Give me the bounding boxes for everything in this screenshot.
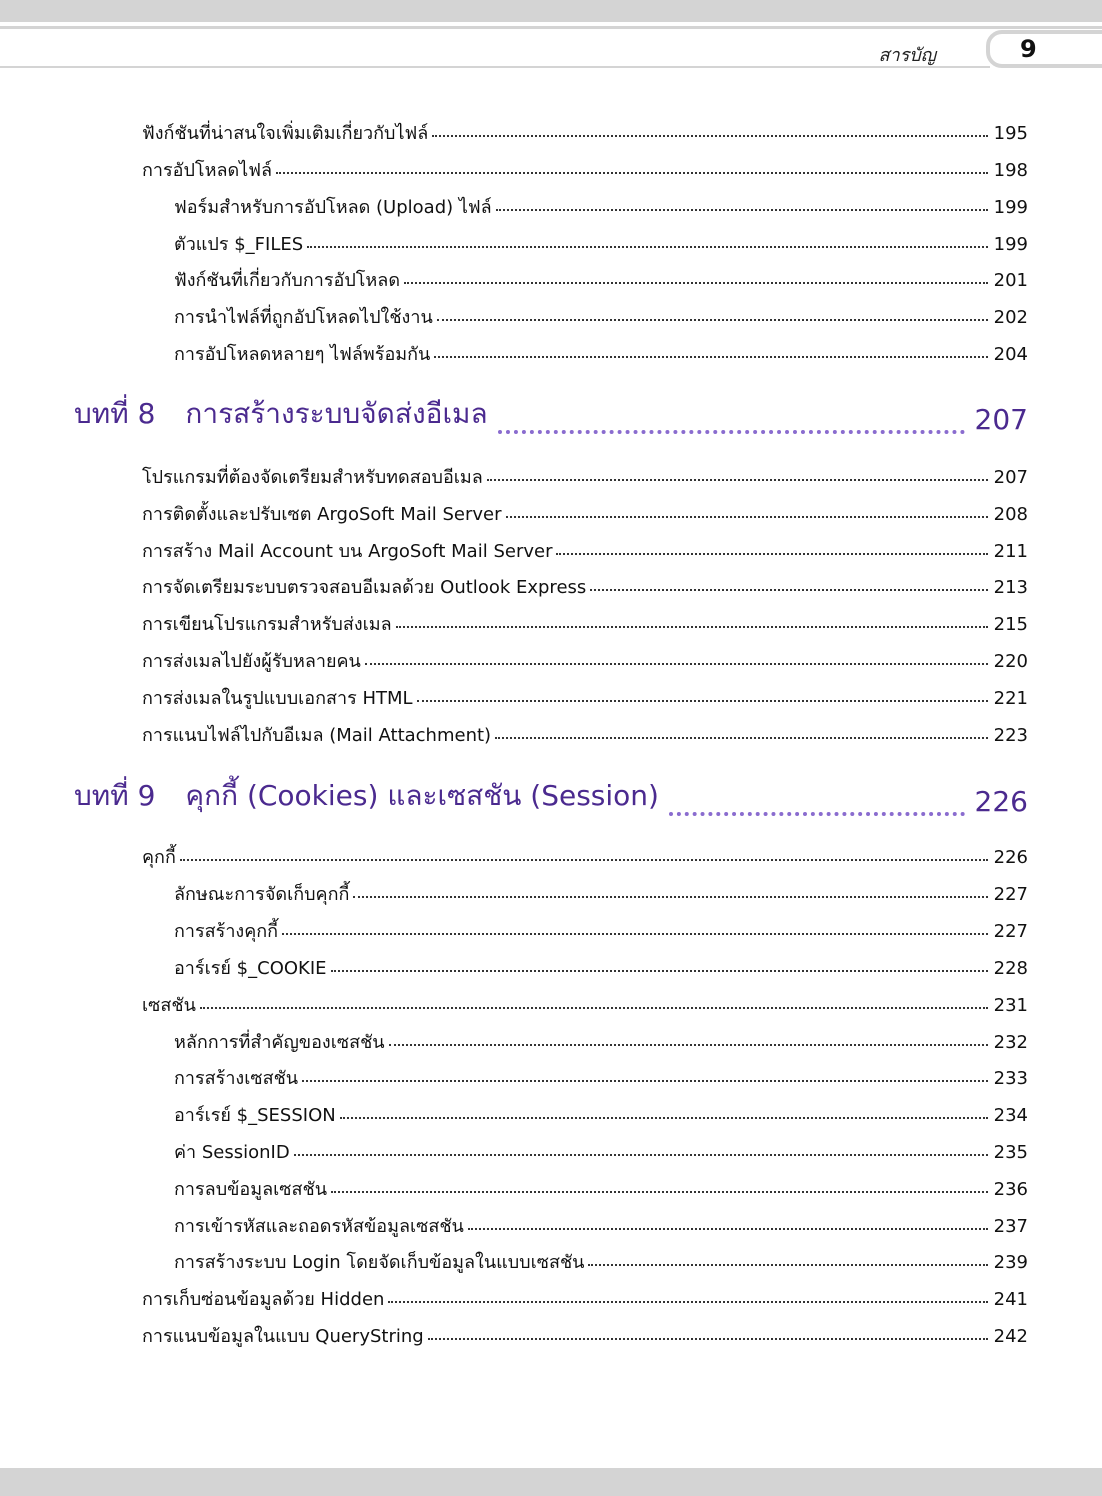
- toc-entry[interactable]: [174, 192, 1028, 218]
- dot-leader: [282, 929, 988, 935]
- toc-entry-page: 232: [993, 1032, 1028, 1053]
- chapter-title: คุกกี้ (Cookies) และเซสชัน (Session): [185, 779, 659, 812]
- toc-entry[interactable]: [142, 683, 1028, 709]
- toc-entry-title: หลักการที่สำคัญของเซสชัน: [174, 1032, 385, 1053]
- toc-entry[interactable]: [142, 990, 1028, 1016]
- toc-entry[interactable]: [174, 1247, 1028, 1273]
- toc-entry[interactable]: [174, 916, 1028, 942]
- toc-entry[interactable]: [142, 720, 1028, 746]
- chapter-page: 226: [974, 785, 1028, 818]
- toc-entry-page: 201: [993, 270, 1028, 291]
- toc-entry-page: 213: [993, 577, 1028, 598]
- dot-leader: [302, 1076, 988, 1082]
- toc-entry-page: 242: [993, 1326, 1028, 1347]
- chapter-page: 207: [974, 403, 1028, 436]
- toc-entry-title: การลบข้อมูลเซสชัน: [174, 1179, 328, 1200]
- toc-entry-page: 237: [993, 1216, 1028, 1237]
- dot-leader: [404, 278, 988, 284]
- toc-entry-title: การส่งเมลไปยังผู้รับหลายคน: [142, 651, 361, 672]
- toc-entry[interactable]: [142, 462, 1028, 488]
- toc-entry-title: การสร้าง Mail Account บน ArgoSoft Mail Server: [142, 541, 553, 562]
- toc-entry[interactable]: [174, 1174, 1028, 1200]
- dot-leader: [468, 1224, 988, 1230]
- toc-entry-title: การเข้ารหัสและถอดรหัสข้อมูลเซสชัน: [174, 1216, 464, 1237]
- toc-entry-title: การแนบไฟล์ไปกับอีเมล (Mail Attachment): [142, 725, 492, 746]
- dot-leader: [487, 475, 988, 481]
- dot-leader: [590, 585, 987, 591]
- dot-leader: [506, 512, 988, 518]
- toc-entry-title: การแนบข้อมูลในแบบ QueryString: [142, 1326, 424, 1347]
- top-gray-band: [0, 0, 1102, 22]
- toc-entry[interactable]: [174, 1063, 1028, 1089]
- toc-entry-page: 241: [993, 1289, 1028, 1310]
- dot-leader: [432, 131, 987, 137]
- dot-leader: [396, 622, 988, 628]
- toc-entry-page: 204: [993, 344, 1028, 365]
- chapter-dot-leader: [669, 806, 965, 816]
- toc-entry[interactable]: [142, 609, 1028, 635]
- dot-leader: [307, 242, 987, 248]
- chapter-title: การสร้างระบบจัดส่งอีเมล: [185, 397, 488, 430]
- toc-entry-page: 221: [993, 688, 1028, 709]
- toc-entry-page: 220: [993, 651, 1028, 672]
- dot-leader: [200, 1003, 988, 1009]
- toc-entry-title: โปรแกรมที่ต้องจัดเตรียมสำหรับทดสอบอีเมล: [142, 467, 483, 488]
- toc-entry-title: ตัวแปร $_FILES: [174, 234, 304, 255]
- dot-leader: [276, 168, 988, 174]
- toc-entry[interactable]: [142, 536, 1028, 562]
- toc-entry-title: ฟังก์ชันที่น่าสนใจเพิ่มเติมเกี่ยวกับไฟล์: [142, 123, 429, 144]
- dot-leader: [496, 205, 988, 211]
- toc-entry-page: 231: [993, 995, 1028, 1016]
- toc-entry-title: อาร์เรย์ $_COOKIE: [174, 958, 327, 979]
- toc-entry[interactable]: [142, 499, 1028, 525]
- dot-leader: [437, 315, 988, 321]
- toc-entry[interactable]: [142, 1321, 1028, 1347]
- chapter-label: บทที่ 9: [74, 779, 156, 812]
- toc-entry[interactable]: [174, 1211, 1028, 1237]
- toc-entry[interactable]: [174, 1137, 1028, 1163]
- toc-entry[interactable]: [142, 118, 1028, 144]
- toc-entry-page: 239: [993, 1252, 1028, 1273]
- dot-leader: [588, 1260, 987, 1266]
- dot-leader: [353, 892, 987, 898]
- dot-leader: [180, 855, 988, 861]
- toc-entry-page: 227: [993, 921, 1028, 942]
- toc-entry-title: การเก็บซ่อนข้อมูลด้วย Hidden: [142, 1289, 385, 1310]
- toc-entry-page: 233: [993, 1068, 1028, 1089]
- toc-entry-page: 199: [993, 234, 1028, 255]
- dot-leader: [428, 1334, 988, 1340]
- dot-leader: [417, 696, 988, 702]
- dot-leader: [556, 549, 987, 555]
- toc-entry-page: 234: [993, 1105, 1028, 1126]
- dot-leader: [365, 659, 988, 665]
- toc-entry-page: 226: [993, 847, 1028, 868]
- toc-entry-page: 236: [993, 1179, 1028, 1200]
- toc-entry-title: คุกกี้: [142, 847, 176, 868]
- toc-entry-page: 211: [993, 541, 1028, 562]
- toc-entry-title: การนำไฟล์ที่ถูกอัปโหลดไปใช้งาน: [174, 307, 433, 328]
- toc-entry[interactable]: [174, 1100, 1028, 1126]
- chapter-9-heading[interactable]: [74, 778, 1028, 818]
- toc-entry-page: 223: [993, 725, 1028, 746]
- dot-leader: [331, 1187, 988, 1193]
- dot-leader: [294, 1150, 988, 1156]
- toc-entry-title: เซสชัน: [142, 995, 196, 1016]
- toc-entry[interactable]: [174, 879, 1028, 905]
- dot-leader: [331, 966, 988, 972]
- toc-entry[interactable]: [174, 302, 1028, 328]
- toc-entry[interactable]: [174, 339, 1028, 365]
- header-section-title: สารบัญ: [878, 45, 936, 66]
- toc-entry-page: 215: [993, 614, 1028, 635]
- dot-leader: [389, 1040, 988, 1046]
- toc-entry-page: 199: [993, 197, 1028, 218]
- toc-entry-title: ฟังก์ชันที่เกี่ยวกับการอัปโหลด: [174, 270, 401, 291]
- page-number: 9: [1020, 35, 1037, 63]
- page-number-tab: [986, 30, 1102, 68]
- header-rule: [0, 66, 990, 68]
- dot-leader: [495, 733, 988, 739]
- toc-entry[interactable]: [174, 953, 1028, 979]
- toc-entry-title: การอัปโหลดหลายๆ ไฟล์พร้อมกัน: [174, 344, 431, 365]
- toc-entry[interactable]: [142, 646, 1028, 672]
- toc-entry[interactable]: [174, 265, 1028, 291]
- toc-entry-page: 227: [993, 884, 1028, 905]
- toc-entry-title: อาร์เรย์ $_SESSION: [174, 1105, 336, 1126]
- toc-entry[interactable]: [142, 842, 1028, 868]
- toc-entry[interactable]: [174, 229, 1028, 255]
- toc-entry-title: การติดตั้งและปรับเซต ArgoSoft Mail Server: [142, 504, 502, 525]
- toc-entry-page: 198: [993, 160, 1028, 181]
- toc-entry[interactable]: [142, 572, 1028, 598]
- toc-entry-title: ค่า SessionID: [174, 1142, 290, 1163]
- toc-entry-title: การเขียนโปรแกรมสำหรับส่งเมล: [142, 614, 392, 635]
- toc-entry-title: ลักษณะการจัดเก็บคุกกี้: [174, 884, 350, 905]
- chapter-8-heading[interactable]: [74, 396, 1028, 436]
- toc-entry[interactable]: [174, 1027, 1028, 1053]
- toc-entry-title: การสร้างคุกกี้: [174, 921, 279, 942]
- toc-entry-page: 235: [993, 1142, 1028, 1163]
- top-divider-line: [0, 26, 1102, 29]
- toc-entry-page: 208: [993, 504, 1028, 525]
- toc-entry-page: 207: [993, 467, 1028, 488]
- toc-entry-title: การส่งเมลในรูปแบบเอกสาร HTML: [142, 688, 413, 709]
- chapter-dot-leader: [498, 424, 965, 434]
- toc-entry-title: การจัดเตรียมระบบตรวจสอบอีเมลด้วย Outlook Express: [142, 577, 587, 598]
- chapter-label: บทที่ 8: [74, 397, 156, 430]
- toc-entry-title: ฟอร์มสำหรับการอัปโหลด (Upload) ไฟล์: [174, 197, 492, 218]
- dot-leader: [388, 1297, 987, 1303]
- toc-entry-title: การสร้างเซสชัน: [174, 1068, 299, 1089]
- toc-entry-page: 228: [993, 958, 1028, 979]
- dot-leader: [340, 1113, 988, 1119]
- toc-entry[interactable]: [142, 1284, 1028, 1310]
- bottom-gray-band: [0, 1468, 1102, 1496]
- toc-entry-page: 202: [993, 307, 1028, 328]
- toc-entry-title: การสร้างระบบ Login โดยจัดเก็บข้อมูลในแบบเซสชัน: [174, 1252, 585, 1273]
- toc-entry[interactable]: [142, 155, 1028, 181]
- toc-entry-title: การอัปโหลดไฟล์: [142, 160, 272, 181]
- toc-entry-page: 195: [993, 123, 1028, 144]
- dot-leader: [434, 352, 987, 358]
